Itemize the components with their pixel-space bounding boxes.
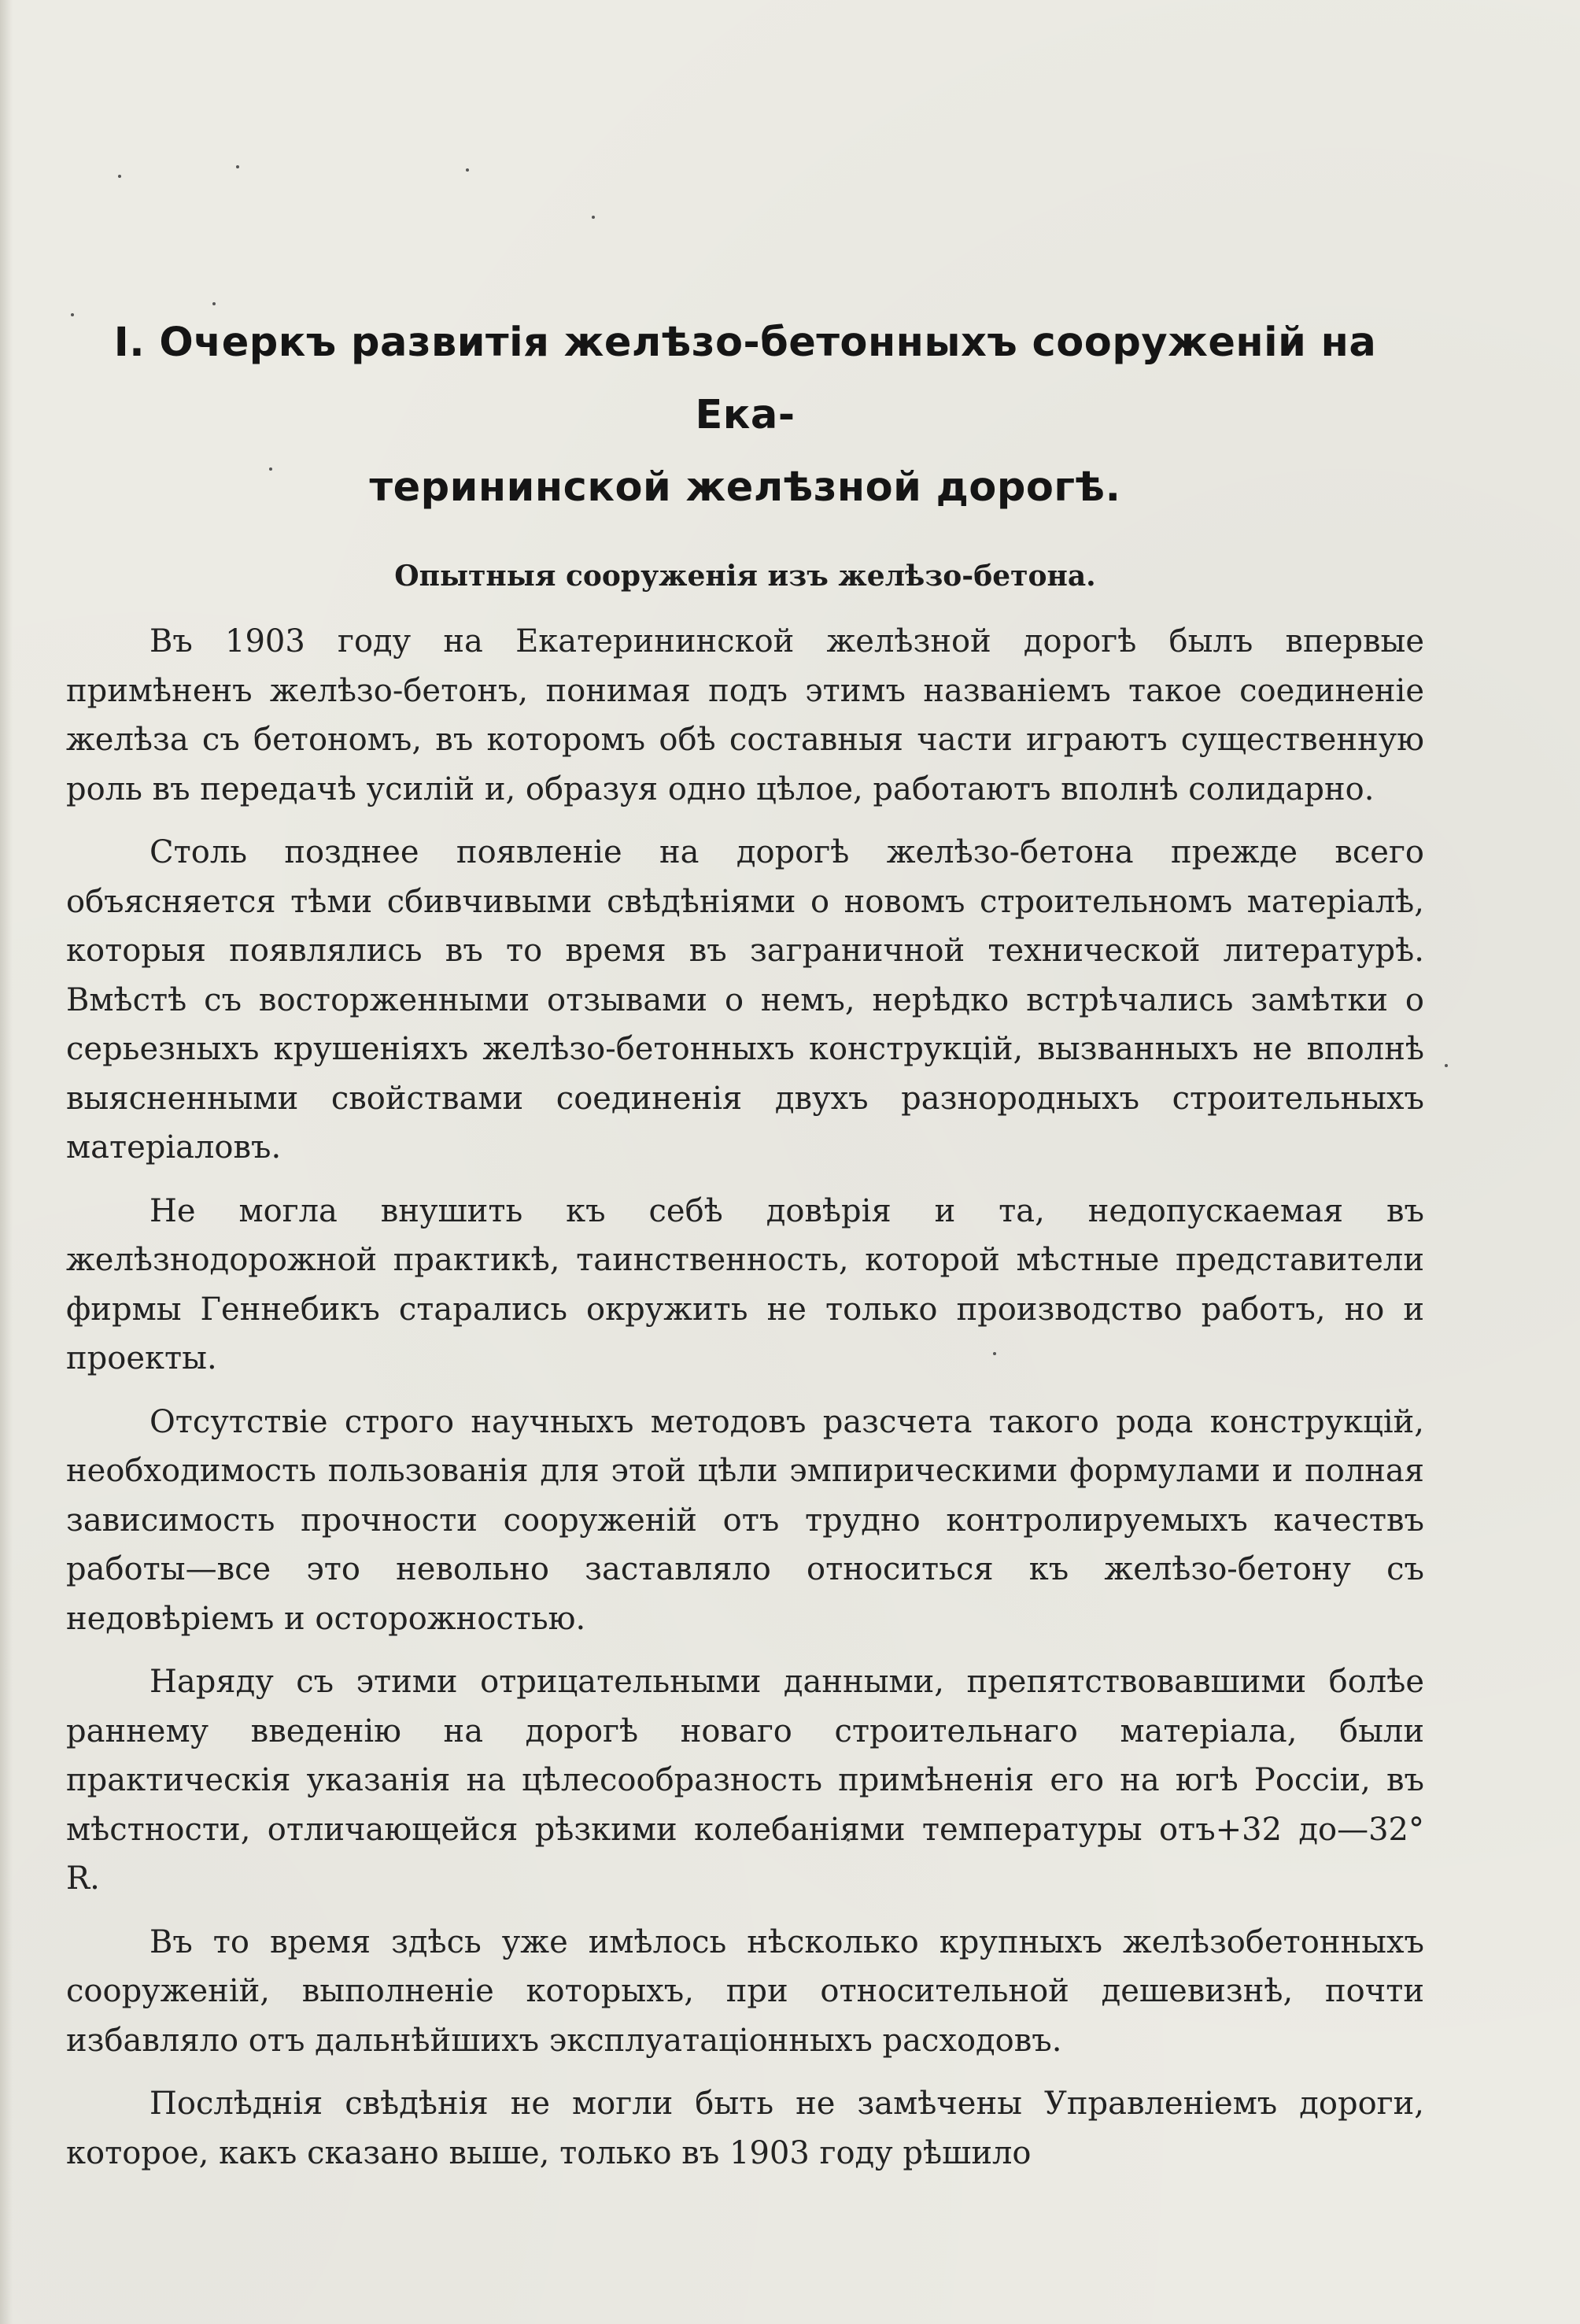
- paragraph: Отсутствіе строго научныхъ методовъ разсчета такого рода конструкцій, необходимость пользованія для этой цѣли эмпирическими формулами и полная зависимость прочности сооруженій отъ трудно контролируемыхъ качествъ работы—все это невольно заставляло относиться къ желѣзо-бетону съ недовѣріемъ и осторожностью.: [66, 1403, 1424, 1637]
- paragraph: Послѣднія свѣдѣнія не могли быть не замѣчены Управленіемъ дороги, которое, какъ сказано выше, только въ 1903 году рѣшило: [66, 2086, 1424, 2171]
- paragraph: Столь позднее появленіе на дорогѣ желѣзо-бетона прежде всего объясняется тѣми сбивчивыми свѣдѣніями о новомъ строительномъ матеріалѣ, которыя появлялись въ то время въ заграничной технической литературѣ. Вмѣстѣ съ восторженными отзывами о немъ, нерѣдко встрѣчались замѣтки о серьезныхъ крушеніяхъ желѣзо-бетонныхъ конструкцій, вызванныхъ не вполнѣ выясненными свойствами соединенія двухъ разнородныхъ строительныхъ матеріаловъ.: [66, 834, 1424, 1166]
- section-title: Опытныя сооруженія изъ желѣзо-бетона.: [394, 560, 1096, 593]
- body-text: [66, 617, 1424, 2178]
- paragraph: Въ 1903 году на Екатерининской желѣзной дорогѣ былъ впервые примѣненъ желѣзо-бетонъ, понимая подъ этимъ названіемъ такое соединеніе желѣза съ бетономъ, въ которомъ обѣ составныя части играютъ существенную роль въ передачѣ усилій и, образуя одно цѣлое, работаютъ вполнѣ солидарно.: [66, 623, 1424, 807]
- chapter-title: [66, 307, 1424, 524]
- paragraph: Наряду съ этими отрицательными данными, препятствовавшими болѣе раннему введенію на дорогѣ новаго строительнаго матеріала, были практическія указанія на цѣлесообразность примѣненія его на югѣ Россіи, въ мѣстности, отличающейся рѣзкими колебаніями температуры отъ+32 до—32° R.: [66, 1664, 1424, 1897]
- chapter-title-line-1: I. Очеркъ развитія желѣзо-бетонныхъ сооруженій на Ека-: [113, 320, 1377, 438]
- paragraph: Не могла внушить къ себѣ довѣрія и та, недопускаемая въ желѣзнодорожной практикѣ, таинственность, которой мѣстные представители фирмы Геннебикъ старались окружить не только производство работъ, но и проекты.: [66, 1192, 1424, 1376]
- page-content: [66, 307, 1424, 2192]
- chapter-title-line-2: терининской желѣзной дорогѣ.: [369, 464, 1121, 511]
- paragraph: Въ то время здѣсь уже имѣлось нѣсколько крупныхъ желѣзобетонныхъ сооруженій, выполненіе которыхъ, при относительной дешевизнѣ, почти избавляло отъ дальнѣйшихъ эксплуатаціонныхъ расходовъ.: [66, 1923, 1424, 2059]
- page-binding-edge: [0, 0, 13, 2324]
